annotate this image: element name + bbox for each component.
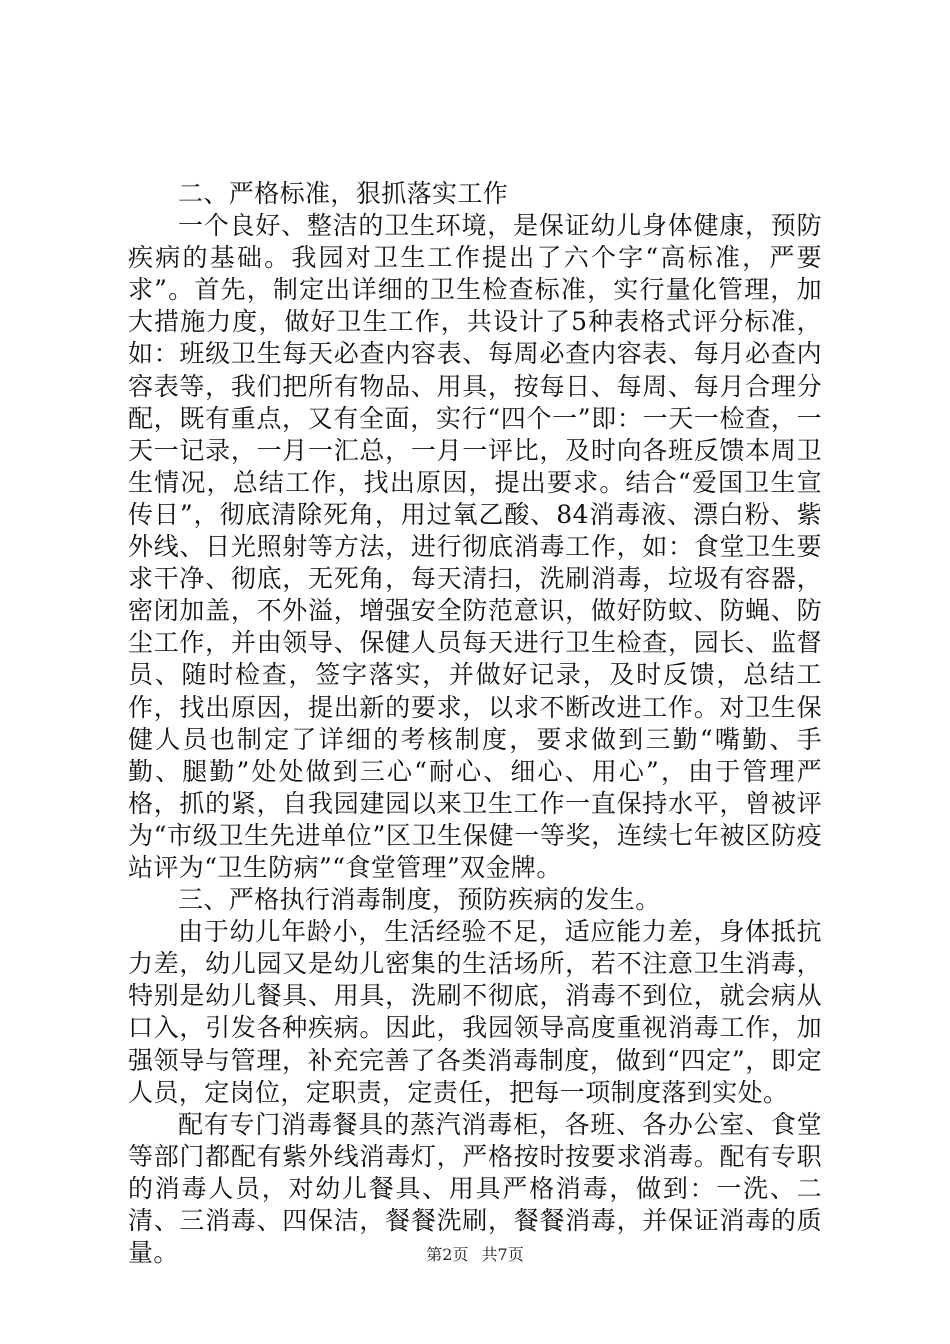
- page-total: 共7页: [481, 1245, 524, 1264]
- document-body: [128, 178, 822, 1269]
- page-number: 第2页: [426, 1245, 469, 1264]
- section-2-paragraph: 一个良好、整洁的卫生环境，是保证幼儿身体健康，预防疾病的基础。我园对卫生工作提出了六个字“高标准，严要求”。首先，制定出详细的卫生检查标准，实行量化管理，加大措施力度，做好卫生工作，共设计了5种表格式评分标准，如：班级卫生每天必查内容表、每周必查内容表、每月必查内容表等，我们把所有物品、用具，按每日、每周、每月合理分配，既有重点，又有全面，实行“四个一”即：一天一检查，一天一记录，一月一汇总，一月一评比，及时向各班反馈本周卫生情况，总结工作，找出原因，提出要求。结合“爱国卫生宣传日”，彻底清除死角，用过氧乙酸、84消毒液、漂白粉、紫外线、日光照射等方法，进行彻底消毒工作，如：食堂卫生要求干净、彻底，无死角，每天清扫，洗刷消毒，垃圾有容器，密闭加盖，不外溢，增强安全防范意识，做好防蚊、防蝇、防尘工作，并由领导、保健人员每天进行卫生检查，园长、监督员、随时检查，签字落实，并做好记录，及时反馈，总结工作，找出原因，提出新的要求，以求不断改进工作。对卫生保健人员也制定了详细的考核制度，要求做到三勤“嘴勤、手勤、腿勤”处处做到三心“耐心、细心、用心”，由于管理严格，抓的紧，自我园建园以来卫生工作一直保持水平，曾被评为“市级卫生先进单位”区卫生保健一等奖，连续七年被区防疫站评为“卫生防病”“食堂管理”双金牌。: [128, 211, 822, 882]
- section-3-heading: 三、严格执行消毒制度，预防疾病的发生。: [178, 885, 661, 915]
- page-footer: [0, 1242, 950, 1265]
- section-3-paragraph-1: 由于幼儿年龄小，生活经验不足，适应能力差，身体抵抗力差，幼儿园又是幼儿密集的生活场所，若不注意卫生消毒，特别是幼儿餐具、用具，洗刷不彻底，消毒不到位，就会病从口入，引发各种疾病。因此，我园领导高度重视消毒工作，加强领导与管理，补充完善了各类消毒制度，做到“四定”，即定人员，定岗位，定职责，定责任，把每一项制度落到实处。: [128, 917, 822, 1107]
- section-2-heading: 二、严格标准，狠抓落实工作: [178, 179, 509, 208]
- section-3-paragraph-2: 配有专门消毒餐具的蒸汽消毒柜，各班、各办公室、食堂等部门都配有紫外线消毒灯，严格按时按要求消毒。配有专职的消毒人员，对幼儿餐具、用具严格消毒，做到：一洗、二清、三消毒、四保洁，餐餐洗刷，餐餐消毒，并保证消毒的质量。: [128, 1109, 822, 1268]
